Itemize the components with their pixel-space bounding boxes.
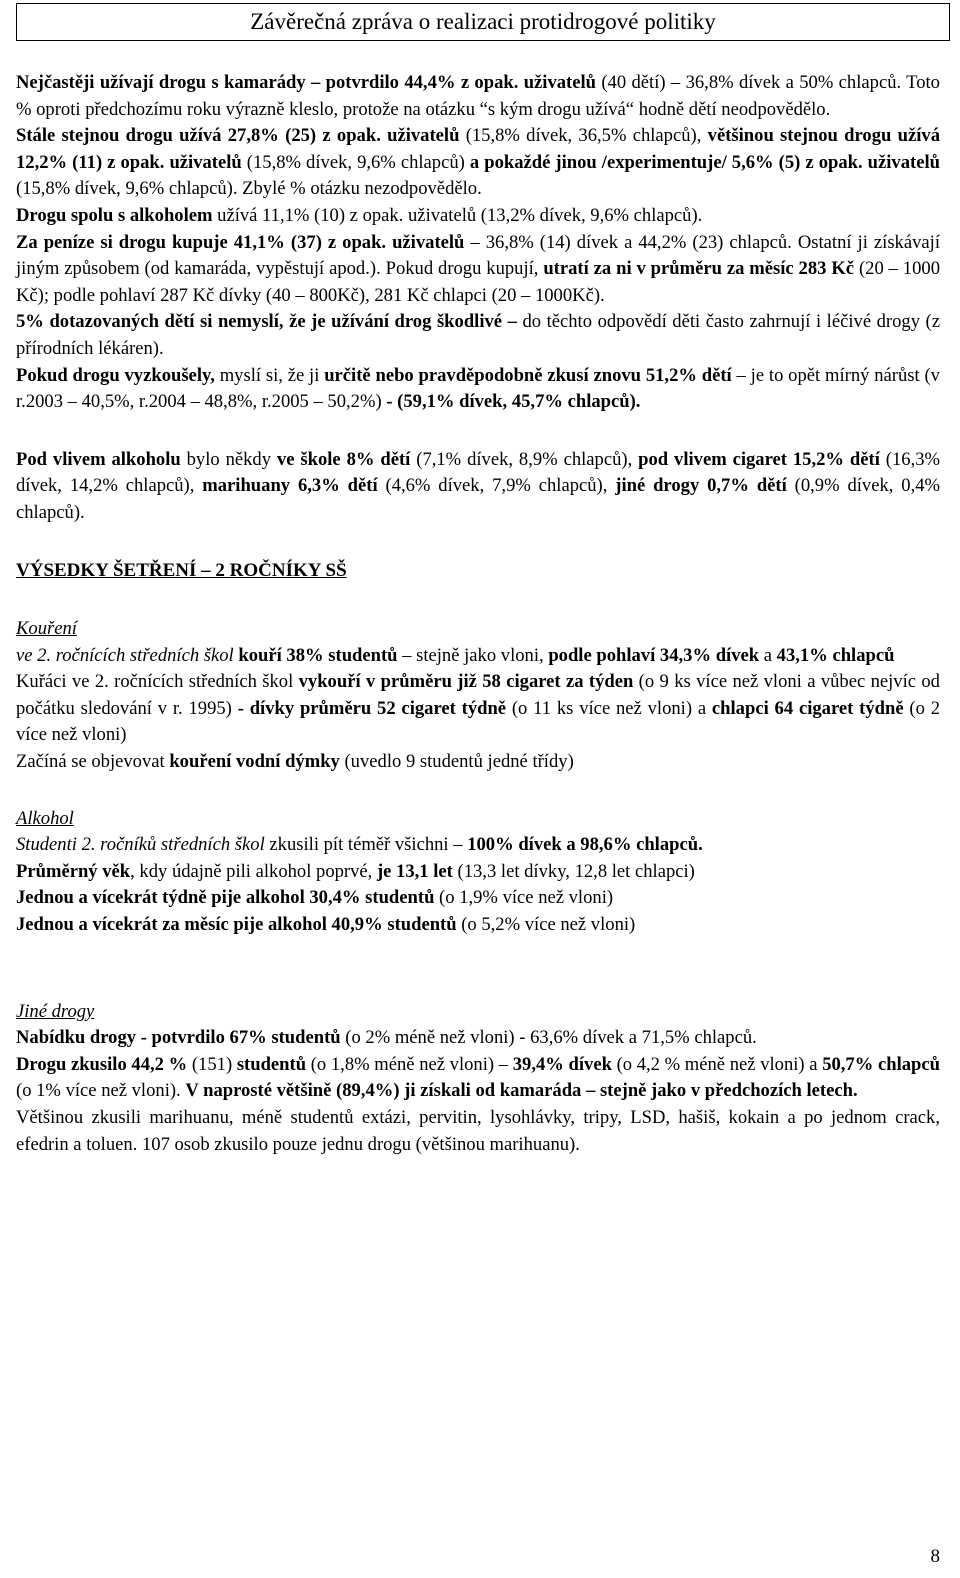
text-run: marihuany 6,3% dětí bbox=[202, 475, 378, 497]
text-run: , kdy údajně pili alkohol poprvé, bbox=[130, 860, 377, 882]
text-run: (40 dětí) – 36,8% dívek a 50% chlapců. Toto % oproti předchozímu roku výrazně kleslo, protože na otázku “s kým drogu užívá“ hodně dětí neodpovědělo. bbox=[16, 72, 940, 120]
text-run: Stále stejnou drogu užívá 27,8% (25) z opak. uživatelů bbox=[16, 125, 460, 147]
text-run: (o 9 ks více než vloni a vůbec nejvíc od počátku sledování v r. 1995) bbox=[16, 671, 940, 719]
text-run: myslí si, že ji bbox=[214, 364, 325, 386]
paragraph-try-again bbox=[16, 363, 940, 416]
text-run: Jednou a vícekrát týdně pije alkohol 30,4% studentů bbox=[16, 887, 435, 909]
text-run: (7,1% dívek, 8,9% chlapců), bbox=[410, 448, 639, 470]
text-run: vykouří v průměru již 58 cigaret za týden bbox=[298, 671, 634, 693]
text-run: (o 2% méně než vloni) - 63,6% dívek a 71,5% chlapců. bbox=[340, 1027, 757, 1049]
paragraph-drug-tried bbox=[16, 1052, 940, 1105]
section-heading-other-drugs: Jiné drogy bbox=[16, 1000, 95, 1022]
text-run: (16,3% dívek, 14,2% chlapců), bbox=[16, 448, 940, 497]
text-run: většinou stejnou drogu užívá 12,2% (11) z opak. uživatelů bbox=[16, 125, 940, 173]
text-run: Většinou zkusili marihuanu, méně studentů extázi, pervitin, lysohlávky, tripy, LSD, hašiš, kokain a po jednom crack, efedrin a toluen. 107 osob zkusilo pouze jednu drogu (většinou marihuanu). bbox=[16, 1107, 940, 1155]
text-run: ve škole 8% dětí bbox=[276, 448, 411, 470]
text-run: (13,3 let dívky, 12,8 let chlapci) bbox=[452, 860, 695, 882]
text-run: 39,4% dívek bbox=[512, 1053, 612, 1075]
text-run: je 13,1 let bbox=[376, 860, 453, 882]
paragraph-drug-offer bbox=[16, 1025, 940, 1052]
text-run: Jednou a vícekrát za měsíc pije alkohol 40,9% studentů bbox=[16, 914, 457, 936]
section-heading-smoking: Kouření bbox=[16, 618, 77, 640]
text-run: kouří 38% studentů bbox=[238, 644, 398, 666]
text-run: kouření vodní dýmky bbox=[169, 751, 340, 773]
text-run: Průměrný věk bbox=[16, 860, 131, 882]
paragraph-alcohol-age bbox=[16, 859, 940, 886]
text-run: (o 1,9% více než vloni) bbox=[434, 887, 614, 909]
text-run: (15,8% dívek, 9,6% chlapců) bbox=[241, 151, 470, 173]
text-run: – stejně jako vloni, bbox=[397, 644, 549, 666]
text-run: (15,8% dívek, 36,5% chlapců), bbox=[459, 125, 708, 147]
text-run: bylo někdy bbox=[180, 448, 277, 470]
text-run: (o 5,2% více než vloni) bbox=[456, 914, 636, 936]
document-body bbox=[16, 70, 940, 1158]
text-run: studentů bbox=[236, 1053, 307, 1075]
section-heading-alcohol: Alkohol bbox=[16, 807, 74, 829]
paragraph-water-pipe bbox=[16, 749, 940, 776]
text-run: zkusili pít téměř všichni – bbox=[264, 834, 468, 856]
paragraph-alcohol-monthly bbox=[16, 912, 940, 939]
text-run: Pod vlivem alkoholu bbox=[16, 448, 181, 470]
text-run: (uvedlo 9 studentů jedné třídy) bbox=[339, 751, 574, 773]
paragraph-harmfulness bbox=[16, 309, 940, 362]
text-run: - dívky průměru 52 cigaret týdně bbox=[237, 697, 507, 719]
text-run: užívá 11,1% (10) z opak. uživatelů (13,2% dívek, 9,6% chlapců). bbox=[212, 204, 703, 226]
text-run: Za peníze si drogu kupuje 41,1% (37) z opak. uživatelů bbox=[16, 231, 465, 253]
paragraph-same-drug bbox=[16, 123, 940, 203]
text-run: (o 11 ks více než vloni) a bbox=[506, 697, 712, 719]
paragraph-smoking-rate bbox=[16, 643, 940, 670]
text-run: určitě nebo pravděpodobně zkusí znovu 51,2% dětí bbox=[324, 364, 732, 386]
text-run: (o 4,2 % méně než vloni) a bbox=[611, 1053, 823, 1075]
text-run: Nabídku drogy - potvrdilo 67% studentů bbox=[16, 1027, 341, 1049]
text-run: (151) bbox=[187, 1053, 237, 1075]
section-heading-main: VÝSEDKY ŠETŘENÍ – 2 ROČNÍKY SŠ bbox=[16, 559, 347, 581]
text-run: a bbox=[759, 644, 777, 666]
text-run: ve 2. ročnících středních škol bbox=[16, 644, 234, 666]
text-run: a pokaždé jinou /experimentuje/ 5,6% (5) z opak. uživatelů bbox=[469, 151, 940, 173]
text-run: – je to opět mírný nárůst (v r.2003 – 40,5%, r.2004 – 48,8%, r.2005 – 50,2%) bbox=[16, 364, 940, 413]
text-run: Začíná se objevovat bbox=[16, 751, 170, 773]
text-run: 5% dotazovaných dětí si nemyslí, že je užívání drog škodlivé – bbox=[16, 311, 517, 333]
paragraph-under-influence bbox=[16, 447, 940, 527]
text-run: Nejčastěji užívají drogu s kamarády – potvrdilo 44,4% z opak. uživatelů bbox=[16, 72, 597, 93]
text-run: podle pohlaví 34,3% dívek bbox=[548, 644, 760, 666]
text-run: 43,1% chlapců bbox=[776, 644, 895, 666]
paragraph-drug-types bbox=[16, 1105, 940, 1158]
text-run: (o 1% více než vloni). bbox=[16, 1080, 186, 1102]
text-run: do těchto odpovědí děti často zahrnují i léčivé drogy (z přírodních lékáren). bbox=[16, 311, 940, 359]
text-run: (o 1,8% méně než vloni) – bbox=[306, 1053, 513, 1075]
paragraph-cigarettes-per-week bbox=[16, 669, 940, 749]
paragraph-alcohol-tried bbox=[16, 832, 940, 859]
paragraph-alcohol-weekly bbox=[16, 885, 940, 912]
text-run: V naprosté většině (89,4%) ji získali od kamaráda – stejně jako v předchozích letech. bbox=[185, 1080, 858, 1102]
text-run: Studenti 2. ročníků středních škol bbox=[16, 834, 265, 856]
text-run: 100% dívek a 98,6% chlapců. bbox=[467, 834, 703, 856]
page-number: 8 bbox=[930, 1546, 940, 1567]
paragraph-drug-with-alcohol bbox=[16, 203, 940, 230]
page-title: Závěrečná zpráva o realizaci protidrogové politiky bbox=[16, 3, 950, 41]
text-run: jiné drogy 0,7% dětí bbox=[615, 475, 787, 497]
text-run: - (59,1% dívek, 45,7% chlapců). bbox=[386, 391, 641, 413]
paragraph-buying-drugs bbox=[16, 230, 940, 310]
text-run: (o 2 více než vloni) bbox=[16, 697, 940, 746]
text-run: pod vlivem cigaret 15,2% dětí bbox=[638, 448, 880, 470]
text-run: Kuřáci ve 2. ročnících středních škol bbox=[16, 671, 299, 693]
text-run: chlapci 64 cigaret týdně bbox=[711, 697, 904, 719]
text-run: (4,6% dívek, 7,9% chlapců), bbox=[377, 475, 616, 497]
text-run: – 36,8% (14) dívek a 44,2% (23) chlapců. Ostatní ji získávají jiným způsobem (od kamaráda, vypěstují apod.). Pokud drogu kupují, bbox=[16, 231, 940, 280]
text-run: (0,9% dívek, 0,4% chlapců). bbox=[16, 475, 941, 523]
text-run: Drogu zkusilo 44,2 % bbox=[16, 1053, 188, 1075]
paragraph-companions bbox=[16, 70, 940, 123]
text-run: (15,8% dívek, 9,6% chlapců). Zbylé % otázku nezodpovědělo. bbox=[16, 178, 482, 200]
text-run: utratí za ni v průměru za měsíc 283 Kč bbox=[543, 258, 855, 280]
text-run: Drogu spolu s alkoholem bbox=[16, 204, 213, 226]
text-run: 50,7% chlapců bbox=[822, 1053, 940, 1075]
text-run: (20 – 1000 Kč); podle pohlaví 287 Kč dívky (40 – 800Kč), 281 Kč chlapci (20 – 1000Kč). bbox=[16, 258, 940, 306]
text-run: Pokud drogu vyzkoušely, bbox=[16, 364, 215, 386]
